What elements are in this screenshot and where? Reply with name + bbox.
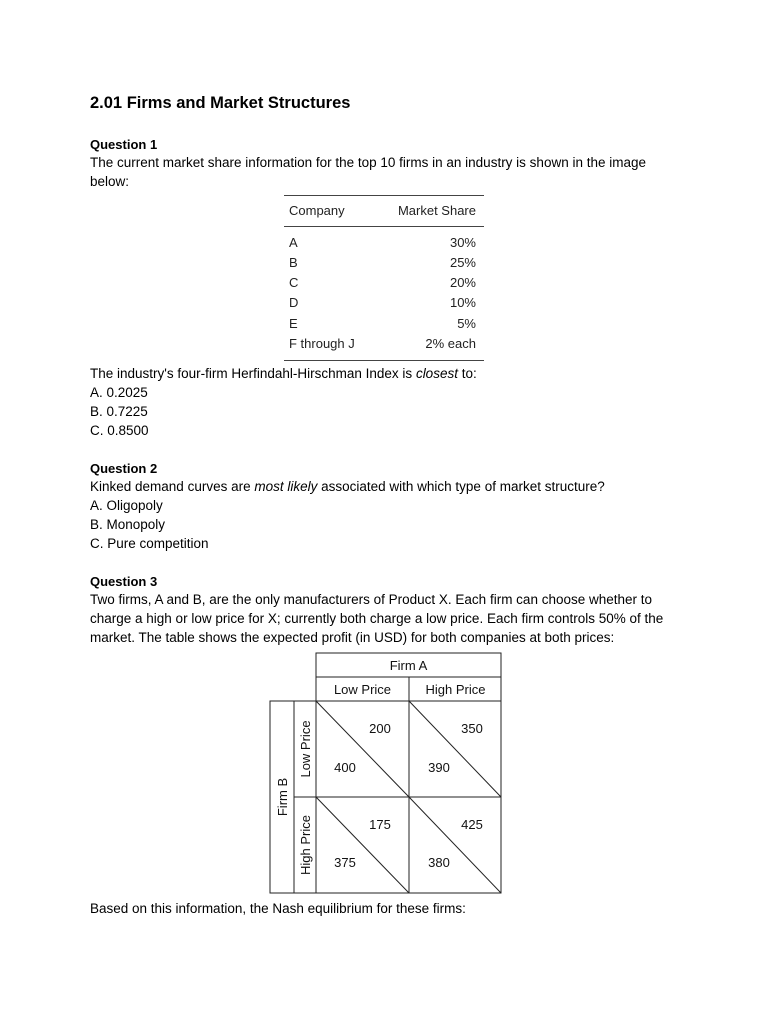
table-row-share: 2% each bbox=[425, 336, 476, 351]
question-3-line-1: Two firms, A and B, are the only manufacturers of Product X. Each firm can choose whether to bbox=[90, 592, 653, 607]
table-row-share: 30% bbox=[449, 235, 476, 250]
question-2-stem-emphasis: most likely bbox=[254, 479, 318, 494]
diagonal-low-low bbox=[316, 701, 409, 797]
payoff-value: 175 bbox=[369, 817, 391, 832]
firm-b-label: Firm B bbox=[275, 777, 290, 817]
payoff-value: 375 bbox=[334, 855, 356, 870]
question-2-stem-end: associated with which type of market structure? bbox=[317, 479, 605, 494]
question-1-option-b: B. 0.7225 bbox=[90, 404, 148, 419]
diagonal-high-high bbox=[409, 797, 501, 893]
table-header-market-share: Market Share bbox=[397, 203, 476, 218]
question-1-stem-start: The industry's four-firm Herfindahl-Hirschman Index is bbox=[90, 366, 416, 381]
column-low-price-label: Low Price bbox=[333, 682, 392, 697]
table-row-company: E bbox=[289, 316, 298, 331]
question-1-stem-emphasis: closest bbox=[415, 366, 458, 381]
row-high-price-label: High Price bbox=[298, 815, 313, 875]
question-2-option-c: C. Pure competition bbox=[90, 536, 209, 551]
question-2-option-b: B. Monopoly bbox=[90, 517, 166, 532]
table-row-company: F through J bbox=[289, 336, 355, 351]
payoff-value: 350 bbox=[461, 721, 483, 736]
row-low-price-label: Low Price bbox=[298, 720, 313, 778]
question-2-option-a: A. Oligopoly bbox=[90, 498, 163, 513]
question-1-option-c: C. 0.8500 bbox=[90, 423, 149, 438]
question-3-label: Question 3 bbox=[90, 574, 158, 589]
question-1-intro-line-1: The current market share information for the top 10 firms in an industry is shown in the image bbox=[90, 155, 647, 170]
question-3-closing: Based on this information, the Nash equilibrium for these firms: bbox=[90, 901, 466, 916]
table-row-share: 25% bbox=[449, 255, 476, 270]
payoff-value: 425 bbox=[461, 817, 483, 832]
page-title: 2.01 Firms and Market Structures bbox=[90, 94, 351, 112]
firm-a-label: Firm A bbox=[389, 658, 428, 673]
table-row-share: 10% bbox=[449, 295, 476, 310]
table-row-share: 20% bbox=[449, 275, 476, 290]
table-row-company: A bbox=[289, 235, 298, 250]
question-1-intro-line-2: below: bbox=[90, 174, 130, 189]
question-2-label: Question 2 bbox=[90, 461, 158, 476]
table-row-company: B bbox=[289, 255, 298, 270]
table-row-share: 5% bbox=[457, 316, 476, 331]
question-2-stem-start: Kinked demand curves are bbox=[90, 479, 255, 494]
payoff-value: 390 bbox=[428, 760, 450, 775]
question-3-line-2: charge a high or low price for X; currently both charge a low price. Each firm controls 50% of the bbox=[90, 611, 664, 626]
table-row-company: D bbox=[289, 295, 299, 310]
question-1-label: Question 1 bbox=[90, 137, 158, 152]
payoff-value: 400 bbox=[334, 760, 356, 775]
question-3-line-3: market. The table shows the expected profit (in USD) for both companies at both prices: bbox=[90, 630, 615, 645]
diagonal-high-low bbox=[316, 797, 409, 893]
question-1-stem-end: to: bbox=[457, 366, 477, 381]
column-high-price-label: High Price bbox=[425, 682, 486, 697]
payoff-value: 380 bbox=[428, 855, 450, 870]
question-1-option-a: A. 0.2025 bbox=[90, 385, 148, 400]
diagonal-low-high bbox=[409, 701, 501, 797]
table-row-company: C bbox=[289, 275, 299, 290]
table-header-company: Company bbox=[289, 203, 345, 218]
payoff-value: 200 bbox=[369, 721, 391, 736]
